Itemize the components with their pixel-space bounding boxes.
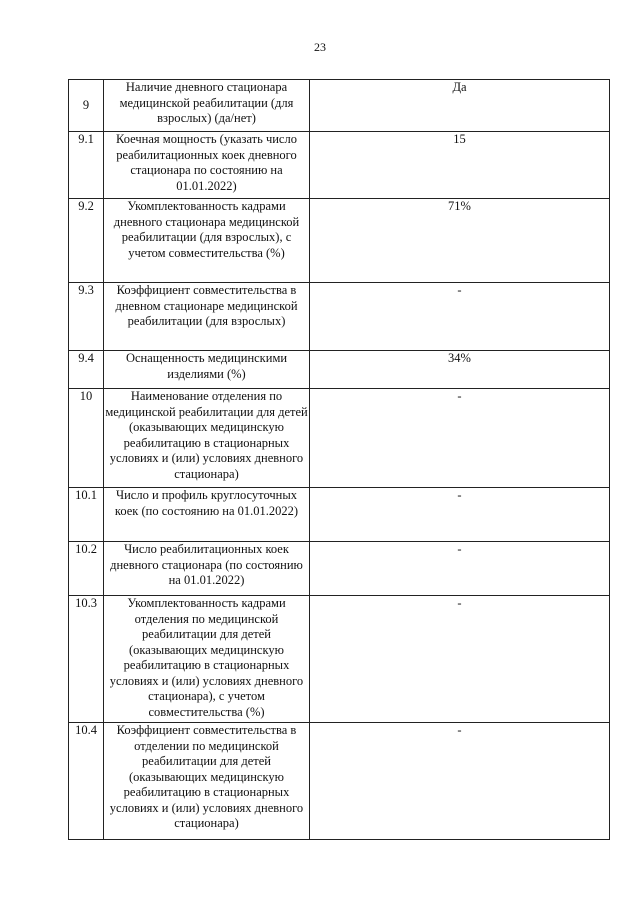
row-number: 10.4 [69, 723, 104, 840]
table-row [69, 723, 610, 840]
row-value: 71% [310, 199, 610, 283]
row-value: Да [310, 80, 610, 132]
row-number: 10.1 [69, 488, 104, 542]
row-value: 34% [310, 351, 610, 389]
page-number: 23 [314, 40, 326, 54]
row-number: 9.4 [69, 351, 104, 389]
row-value: - [310, 596, 610, 723]
row-value: - [310, 542, 610, 596]
row-value: - [310, 723, 610, 840]
row-value: - [310, 389, 610, 488]
row-indicator: Число и профиль круглосуточных коек (по состоянию на 01.01.2022) [104, 488, 310, 542]
row-indicator: Коэффициент совместительства в дневном стационаре медицинской реабилитации (для взрослых) [104, 283, 310, 351]
row-value: 15 [310, 132, 610, 199]
row-number: 10.2 [69, 542, 104, 596]
row-number: 9 [69, 80, 104, 132]
row-indicator: Оснащенность медицинскими изделиями (%) [104, 351, 310, 389]
row-indicator: Наличие дневного стационара медицинской реабилитации (для взрослых) (да/нет) [104, 80, 310, 132]
row-indicator: Укомплектованность кадрами дневного стационара медицинской реабилитации (для взрослых), с учетом совместительства (%) [104, 199, 310, 283]
row-number: 9.3 [69, 283, 104, 351]
row-indicator: Коэффициент совместительства в отделении по медицинской реабилитации для детей (оказывающих медицинскую реабилитацию в стационарных условиях и (или) условиях дневного стационара) [104, 723, 310, 840]
row-number: 10 [69, 389, 104, 488]
row-number: 10.3 [69, 596, 104, 723]
table-row [69, 80, 610, 132]
row-value: - [310, 283, 610, 351]
table-row [69, 283, 610, 351]
row-value: - [310, 488, 610, 542]
table-row [69, 389, 610, 488]
table-row [69, 542, 610, 596]
table-row [69, 488, 610, 542]
table-row [69, 132, 610, 199]
row-indicator: Наименование отделения по медицинской реабилитации для детей (оказывающих медицинскую реабилитацию в стационарных условиях и (или) условиях дневного стационара) [104, 389, 310, 488]
table-row [69, 596, 610, 723]
row-number: 9.1 [69, 132, 104, 199]
table-row [69, 199, 610, 283]
row-indicator: Коечная мощность (указать число реабилитационных коек дневного стационара по состоянию на 01.01.2022) [104, 132, 310, 199]
indicators-table [68, 79, 610, 840]
row-indicator: Число реабилитационных коек дневного стационара (по состоянию на 01.01.2022) [104, 542, 310, 596]
row-indicator: Укомплектованность кадрами отделения по медицинской реабилитации для детей (оказывающих медицинскую реабилитацию в стационарных условиях и (или) условиях дневного стационара), с учетом совместительства (%) [104, 596, 310, 723]
table-row [69, 351, 610, 389]
row-number: 9.2 [69, 199, 104, 283]
